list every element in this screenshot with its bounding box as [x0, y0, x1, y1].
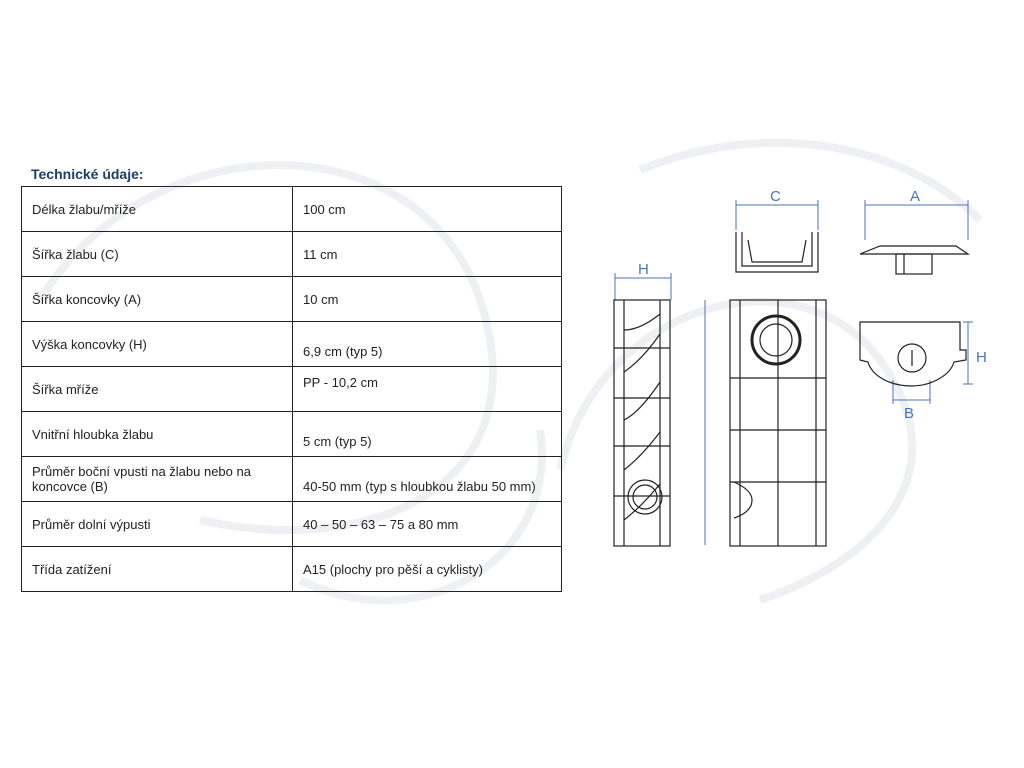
value-cell: 11 cm	[293, 232, 562, 277]
table-row	[22, 277, 562, 322]
channel-side-view	[614, 300, 670, 546]
param-cell: Šířka žlabu (C)	[22, 232, 293, 277]
technical-data-heading: Technické údaje:	[31, 166, 144, 182]
end-cap-top-view	[860, 246, 968, 274]
channel-cross-section	[736, 232, 818, 272]
technical-data-table	[21, 186, 562, 592]
table-row	[22, 367, 562, 412]
table-row	[22, 457, 562, 502]
table-row	[22, 502, 562, 547]
param-cell: Vnitřní hloubka žlabu	[22, 412, 293, 457]
param-cell: Šířka mříže	[22, 367, 293, 412]
dimension-label-c: C	[770, 188, 781, 205]
value-cell: 10 cm	[293, 277, 562, 322]
dimension-label-h-right: H	[976, 349, 987, 366]
end-cap-side-view	[860, 322, 966, 386]
value-cell: A15 (plochy pro pěší a cyklisty)	[293, 547, 562, 592]
channel-technical-drawing	[600, 180, 1000, 560]
table-row	[22, 547, 562, 592]
table-row	[22, 232, 562, 277]
param-cell: Šířka koncovky (A)	[22, 277, 293, 322]
param-cell: Průměr boční vpusti na žlabu nebo na koncovce (B)	[22, 457, 293, 502]
param-cell: Délka žlabu/mříže	[22, 187, 293, 232]
table-row	[22, 412, 562, 457]
channel-top-view	[730, 300, 826, 546]
value-cell: 5 cm (typ 5)	[293, 412, 562, 457]
value-cell: PP - 10,2 cm	[293, 367, 562, 412]
value-cell: 100 cm	[293, 187, 562, 232]
param-cell: Výška koncovky (H)	[22, 322, 293, 367]
dimension-label-b: B	[904, 405, 915, 422]
dimension-lines	[615, 200, 973, 545]
value-cell: 40 – 50 – 63 – 75 a 80 mm	[293, 502, 562, 547]
dimension-label-a: A	[910, 188, 921, 205]
dimension-label-h-left: H	[638, 261, 649, 278]
value-cell: 40-50 mm (typ s hloubkou žlabu 50 mm)	[293, 457, 562, 502]
table-row	[22, 187, 562, 232]
param-cell: Třída zatížení	[22, 547, 293, 592]
value-cell: 6,9 cm (typ 5)	[293, 322, 562, 367]
param-cell: Průměr dolní výpusti	[22, 502, 293, 547]
table-row	[22, 322, 562, 367]
